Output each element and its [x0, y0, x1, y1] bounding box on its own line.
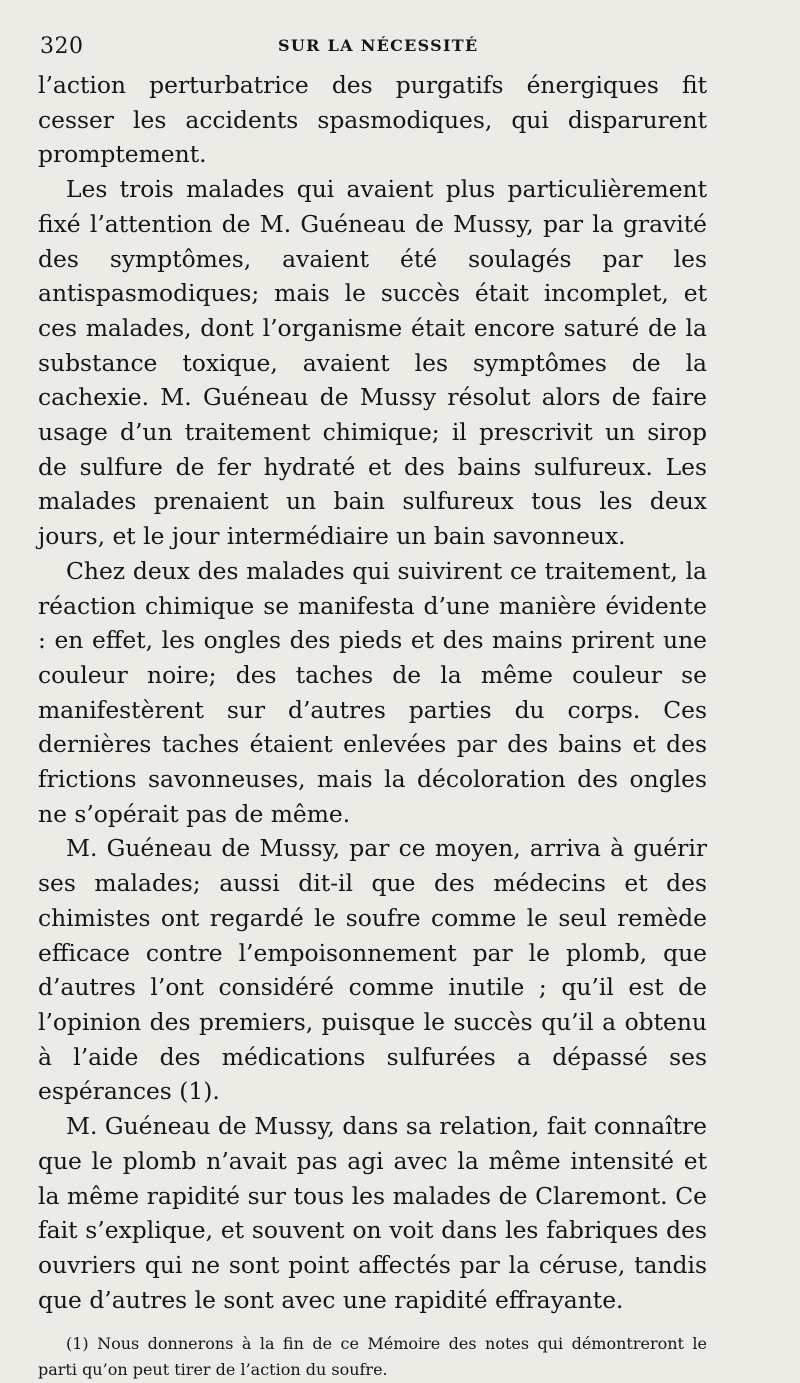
- paragraph: Chez deux des malades qui suivirent ce traitement, la réaction chimique se manifesta d’une manière évidente : en effet, les ongles des pieds et des mains prirent une couleur noire; des taches de la même couleur se manifestèrent sur d’autres parties du corps. Ces dernières taches étaient enlevées par des bains et des frictions savonneuses, mais la décoloration des ongles ne s’opérait pas de même.: [38, 556, 707, 828]
- running-title: SUR LA NÉCESSITÉ: [278, 36, 479, 55]
- paragraph: Les trois malades qui avaient plus particulièrement fixé l’attention de M. Guéneau de Mussy, par la gravité des symptômes, avaient été soulagés par les antispasmodiques; mais le succès était incomplet, et ces malades, dont l’organisme était encore saturé de la substance toxique, avaient les symptômes de la cachexie. M. Guéneau de Mussy résolut alors de faire usage d’un traitement chimique; il prescrivit un sirop de sulfure de fer hydraté et des bains sulfureux. Les malades prenaient un bain sulfureux tous les deux jours, et le jour intermédiaire un bain savonneux.: [38, 175, 707, 551]
- paragraph: M. Guéneau de Mussy, par ce moyen, arriva à guérir ses malades; aussi dit-il que des médecins et des chimistes ont regardé le soufre comme le seul remède efficace contre l’empoisonnement par le plomb, que d’autres l’ont considéré comme inutile ; qu’il est de l’opinion des premiers, puisque le succès qu’il a obtenu à l’aide des médications sulfurées a dépassé ses espérances (1).: [38, 834, 707, 1106]
- page-number: 320: [40, 34, 84, 59]
- running-head: [38, 28, 707, 68]
- footnote: (1) Nous donnerons à la fin de ce Mémoire des notes qui démontreront le parti qu’on peut tirer de l’action du soufre.: [38, 1334, 707, 1380]
- paragraph: M. Guéneau de Mussy, dans sa relation, fait connaître que le plomb n’avait pas agi avec la même intensité et la même rapidité sur tous les malades de Claremont. Ce fait s’explique, et souvent on voit dans les fabriques des ouvriers qui ne sont point affectés par la céruse, tandis que d’autres le sont avec une rapidité effrayante.: [38, 1112, 707, 1314]
- paragraph-continuation: l’action perturbatrice des purgatifs énergiques fit cesser les accidents spasmodiques, qui disparurent promptement.: [38, 71, 707, 169]
